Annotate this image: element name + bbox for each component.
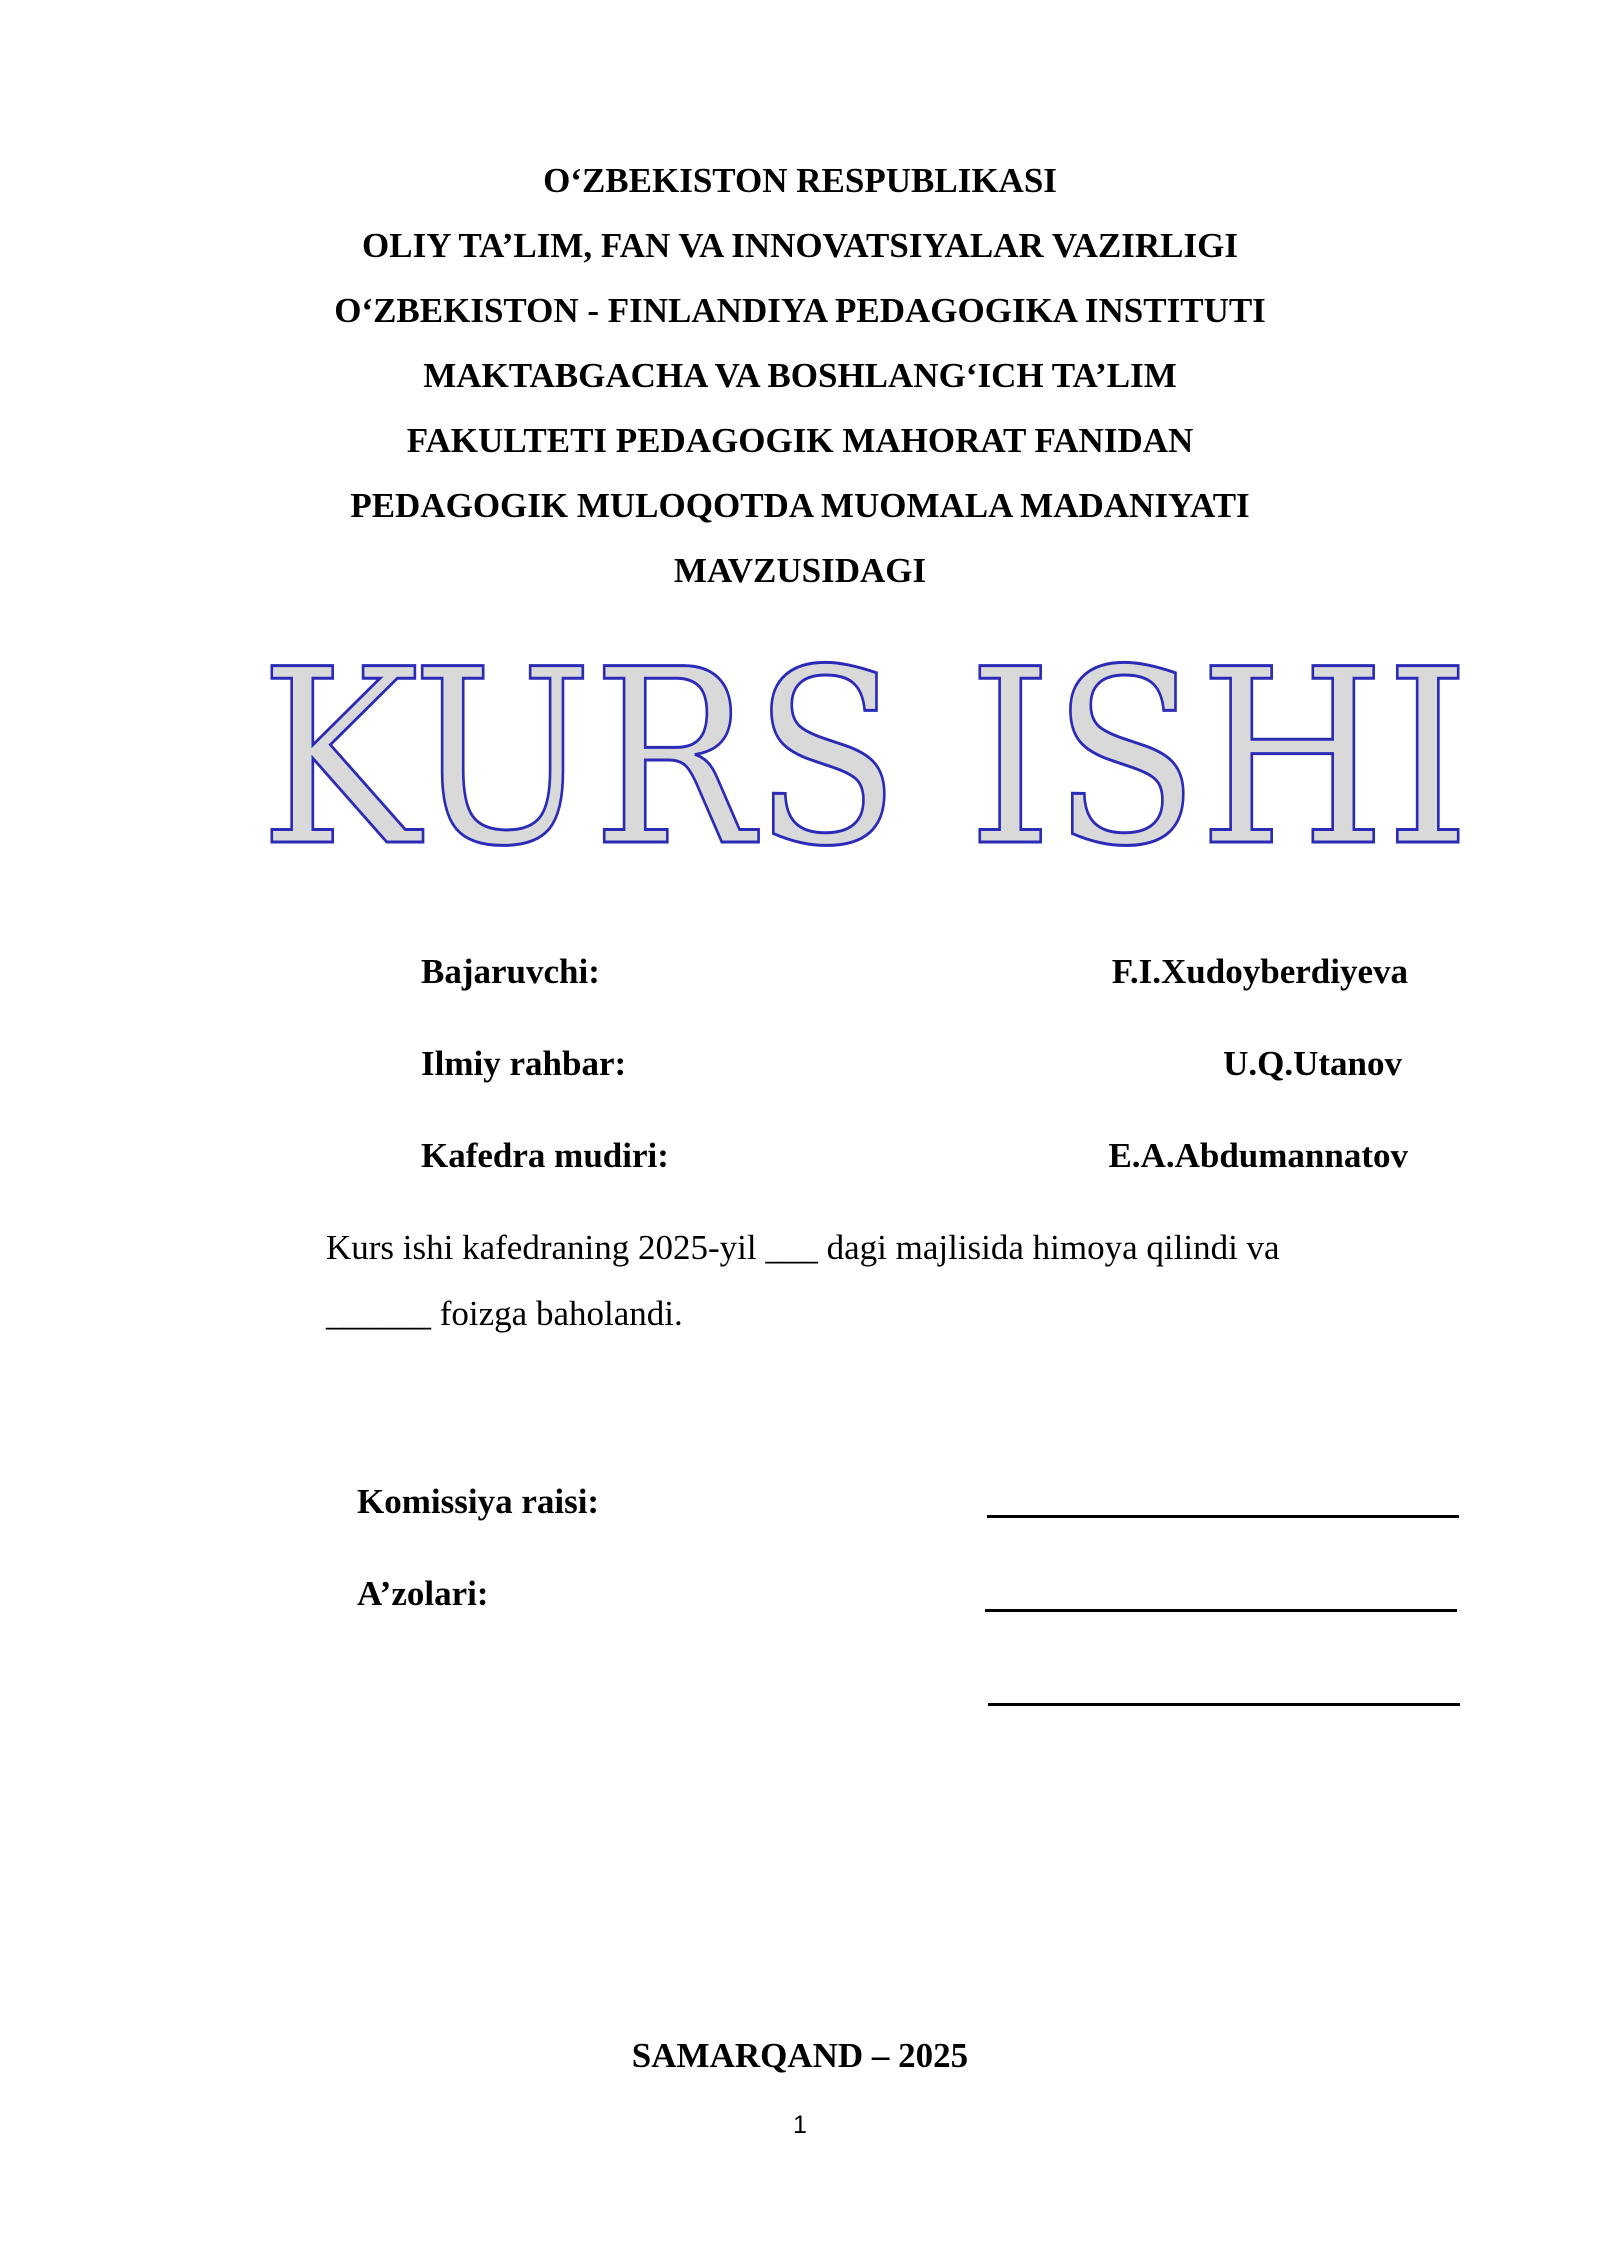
commission-chair-signature-line: [987, 1515, 1459, 1518]
commission-member2-signature-line: [988, 1703, 1460, 1706]
kurs-ishi-title: [250, 618, 1480, 900]
commission-chair-label: Komissiya raisi:: [357, 1482, 600, 1521]
footer-city-year: SAMARQAND – 2025: [631, 2036, 969, 2075]
header-country: O‘ZBEKISTON RESPUBLIKASI: [543, 161, 1057, 200]
header-faculty-line2: FAKULTETI PEDAGOGIK MAHORAT FANIDAN: [406, 421, 1194, 460]
document-header: [0, 148, 1600, 603]
header-faculty-line1: MAKTABGACHA VA BOSHLANG‘ICH TA’LIM: [423, 356, 1177, 395]
page-number: 1: [793, 2111, 807, 2139]
header-institute: O‘ZBEKISTON - FINLANDIYA PEDAGOGIKA INSTITUTI: [334, 291, 1266, 330]
title-wordart: [250, 618, 1480, 900]
commission-member1-signature-line: [985, 1609, 1457, 1612]
role-label-executor: Bajaruvchi:: [421, 952, 600, 991]
role-value-head: E.A.Abdumannatov: [1108, 1136, 1408, 1175]
header-topic: PEDAGOGIK MULOQOTDA MUOMALA MADANIYATI: [350, 486, 1250, 525]
role-value-supervisor: U.Q.Utanov: [1223, 1044, 1402, 1083]
defense-note-line2: ______ foizga baholandi.: [326, 1294, 683, 1333]
header-ministry: OLIY TA’LIM, FAN VA INNOVATSIYALAR VAZIRLIGI: [362, 226, 1238, 265]
role-label-supervisor: Ilmiy rahbar:: [421, 1044, 627, 1083]
header-topic-suffix: MAVZUSIDAGI: [673, 551, 927, 590]
role-value-executor: F.I.Xudoyberdiyeva: [1111, 952, 1408, 991]
defense-note-line1: Kurs ishi kafedraning 2025-yil ___ dagi majlisida himoya qilindi va: [326, 1228, 1280, 1267]
commission-members-label: A’zolari:: [357, 1574, 489, 1613]
title-text: KURS ISHI: [260, 618, 1470, 900]
role-label-head: Kafedra mudiri:: [421, 1136, 669, 1175]
